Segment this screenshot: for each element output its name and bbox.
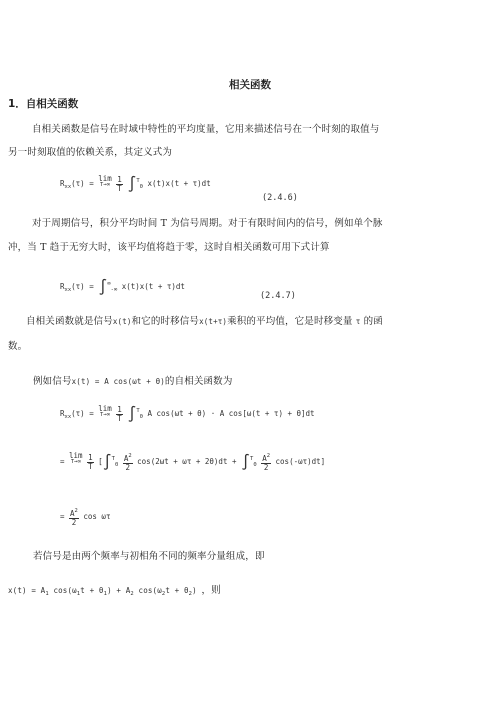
paragraph-line: 例如信号x(t) = A cos(ωt + θ)的自相关函数为 [33, 376, 233, 387]
paragraph-line: 对于周期信号，积分平均时间 T 为信号周期。对于有限时间内的信号，例如单个脉 [32, 218, 383, 229]
paragraph-line: 另一时刻取值的依赖关系，其定义式为 [8, 147, 173, 158]
section-title: 自相关函数 [25, 98, 79, 110]
example-equation-line-2: = lim T→∞ $\frac{1}{T}$ [∫$^T_0$ $\frac{A^2}{2}$ cos(2ωt + ωτ + 2θ)dt + ∫$^T_0$ $\frac{A^2}{2}$ cos(-ωτ)dt] [60, 451, 326, 472]
example-equation-line-3: = $\frac{A^2}{2}$ cos ωτ [60, 508, 111, 527]
paragraph-line: 若信号是由两个频率与初相角不同的频率分量组成，即 [33, 551, 265, 562]
equation-2-4-6: $R_{xx}(\tau) = \lim$ T→∞ $\frac{1}{T}$ ∫$^T_0$ x(t)x(t + τ)dt [60, 174, 211, 193]
signal-definition: x(t) = A cos(ωt + θ) [71, 377, 165, 386]
paragraph-line: 自相关函数是信号在时域中特性的平均度量，它用来描述信号在一个时刻的取值与 [32, 124, 380, 135]
equation-number: (2.4.6) [262, 193, 298, 203]
paragraph-line: 数。 [8, 341, 28, 352]
equation-2-4-7: $R_{xx}(\tau) = \int^\infty_{-\infty}$ x(t)x(t + τ)dt [60, 278, 185, 296]
page-title: 相关函数 [229, 79, 271, 91]
paragraph-line: 冲，当 T 趋于无穷大时，该平均值将趋于零，这时自相关函数可用下式计算 [8, 242, 330, 253]
section-number: 1． [8, 98, 26, 110]
section-heading [8, 96, 78, 111]
paragraph-line: 自相关函数就是信号x(t)和它的时移信号x(t+τ)乘积的平均值，它是时移变量 τ 的函 [26, 316, 383, 327]
two-frequency-signal: $x(t) = A_1$ $\cos(\omega_1t + \theta_1) + A_2$ $\cos(\omega_2t + \theta_2)$ [8, 586, 197, 597]
equation-number: (2.4.7) [260, 291, 296, 301]
example-equation-line-1: $R_{xx}(\tau) = \lim$ T→∞ $\frac{1}{T}$ ∫$^T_0$ A cos(ωt + θ) · A cos[ω(t + τ) + θ]dt [60, 404, 315, 423]
paragraph-line: $x(t) = A_1$ $\cos(\omega_1t + \theta_1) + A_2$ $\cos(\omega_2t + \theta_2)$ ，则 [8, 585, 221, 597]
